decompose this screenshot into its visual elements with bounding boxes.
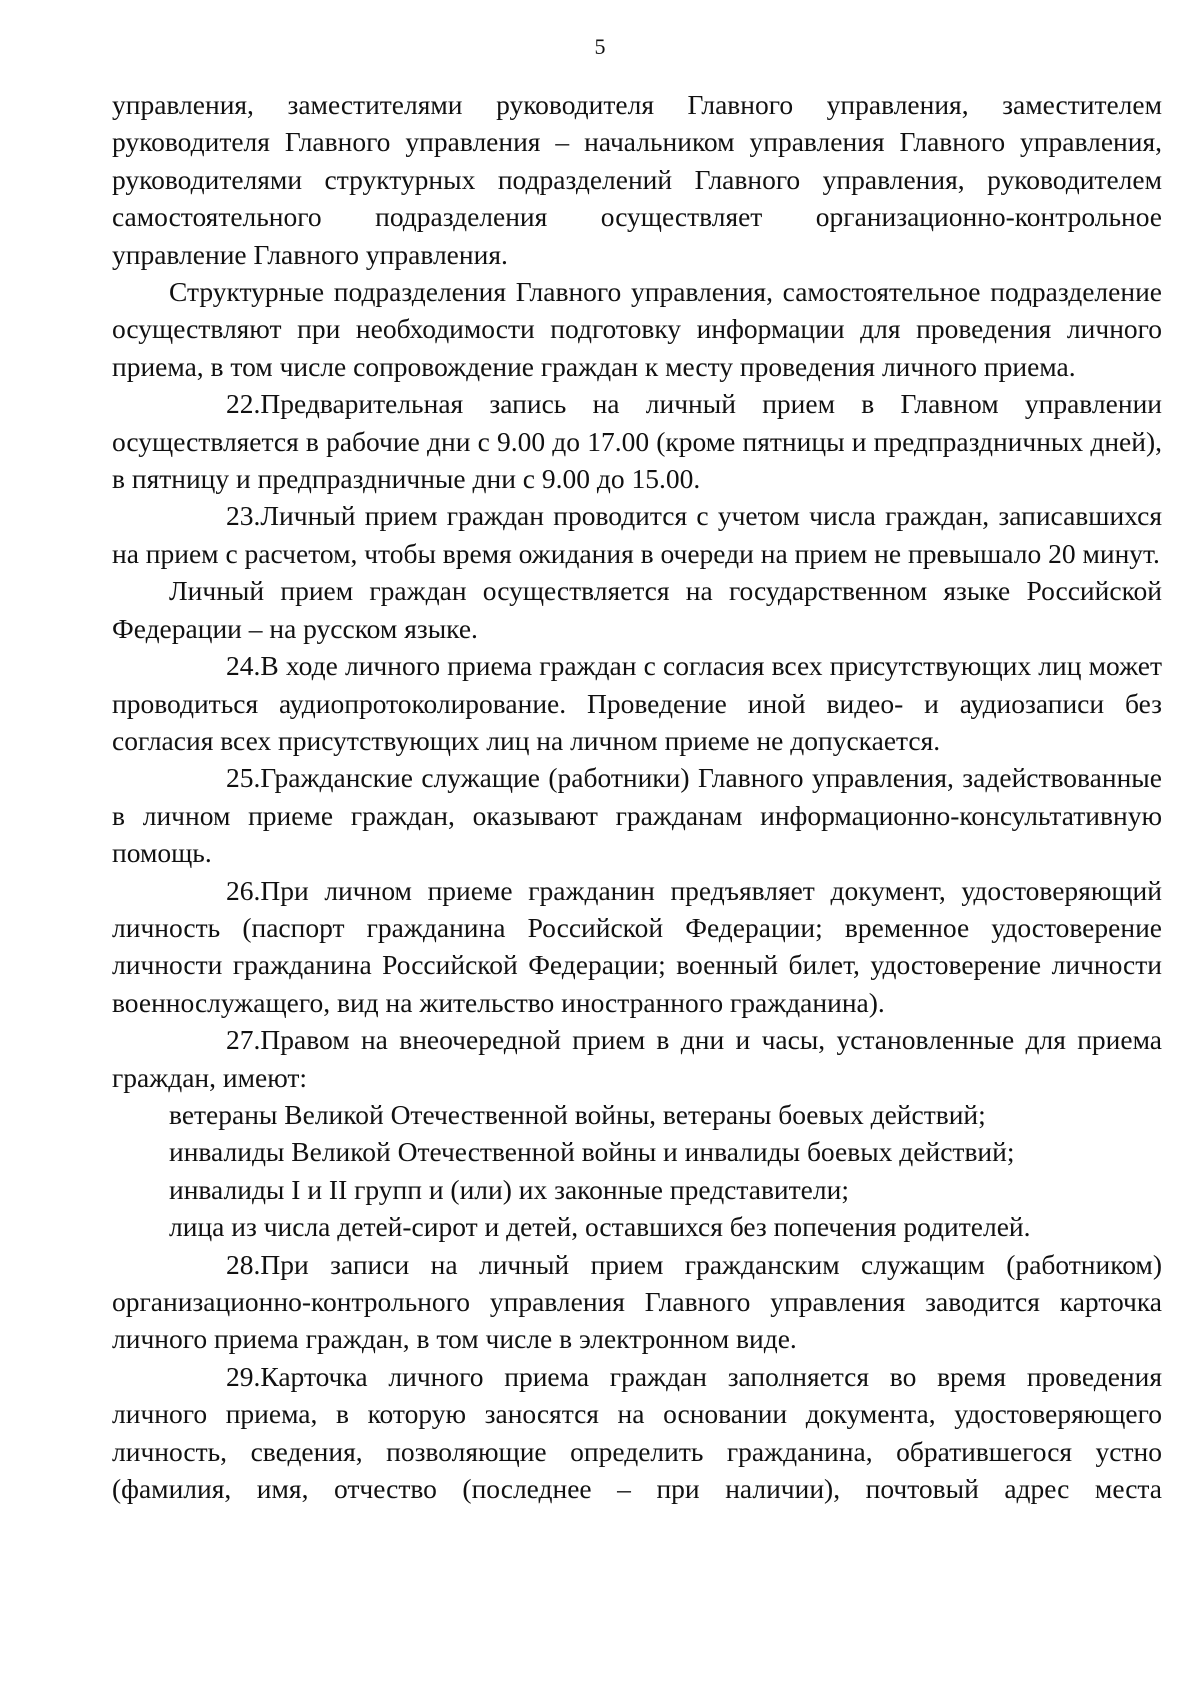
paragraph-number: 26. [226, 874, 261, 906]
paragraph-text: Структурные подразделения Главного управления, самостоятельное подразделение осуществляют при необходимости подготовку информации для проведения личного приема, в том числе сопровождение граждан к месту проведения личного приема. [112, 276, 1162, 382]
paragraph-text: Гражданские служащие (работники) Главного управления, задействованные в личном приеме граждан, оказывают гражданам информационно-консультативную помощь. [112, 762, 1162, 869]
paragraph-text: Правом на внеочередной прием в дни и часы, установленные для приема граждан, имеют: [112, 1024, 1162, 1093]
paragraph-number: 27. [226, 1024, 261, 1056]
paragraph-number: 24. [226, 650, 261, 682]
paragraph-text: Личный прием граждан осуществляется на государственном языке Российской Федерации – на русском языке. [112, 575, 1162, 644]
list-item [112, 1208, 1162, 1245]
numbered-paragraph-25 [112, 759, 1162, 871]
list-item-text: лица из числа детей-сирот и детей, оставшихся без попечения родителей. [169, 1211, 1031, 1243]
paragraph-text: При записи на личный прием гражданским служащим (работником) организационно-контрольного управления Главного управления заводится карточка личного приема граждан, в том числе в электронном виде. [112, 1248, 1162, 1355]
numbered-paragraph-24 [112, 647, 1162, 759]
document-body [112, 86, 1162, 1507]
paragraph-number: 28. [226, 1248, 261, 1280]
paragraph-continuation [112, 86, 1162, 273]
numbered-paragraph-27 [112, 1021, 1162, 1096]
list-item-text: инвалиды Великой Отечественной войны и инвалиды боевых действий; [169, 1136, 1015, 1168]
paragraph-text: В ходе личного приема граждан с согласия всех присутствующих лиц может проводиться аудиопротоколирование. Проведение иной видео- и аудиозаписи без согласия всех присутствующих лиц на личном приеме не допускается. [112, 650, 1162, 756]
paragraph-number: 23. [226, 500, 261, 532]
numbered-paragraph-29 [112, 1358, 1162, 1508]
numbered-paragraph-26 [112, 872, 1162, 1022]
paragraph [112, 273, 1162, 385]
paragraph-number: 22. [226, 388, 261, 420]
paragraph-text: Личный прием граждан проводится с учетом числа граждан, записавшихся на прием с расчетом, чтобы время ожидания в очереди на прием не превышало 20 минут. [112, 500, 1162, 569]
list-item-text: ветераны Великой Отечественной войны, ветераны боевых действий; [169, 1098, 986, 1130]
paragraph-text: Карточка личного приема граждан заполняется во время проведения личного приема, в которую заносятся на основании документа, удостоверяющего личность, сведения, позволяющие определить гражданина, обратившегося устно (фамилия, имя, отчество (последнее – при наличии), почтовый адрес места [112, 1360, 1162, 1505]
paragraph [112, 572, 1162, 647]
paragraph-number: 29. [226, 1360, 261, 1392]
numbered-paragraph-23 [112, 497, 1162, 572]
list-item [112, 1171, 1162, 1208]
paragraph-text: При личном приеме гражданин предъявляет документ, удостоверяющий личность (паспорт гражданина Российской Федерации; временное удостоверение личности гражданина Российской Федерации; военный билет, удостоверение личности военнослужащего, вид на жительство иностранного гражданина). [112, 874, 1162, 1018]
numbered-paragraph-28 [112, 1246, 1162, 1358]
list-item-text: инвалиды I и II групп и (или) их законные представители; [169, 1173, 849, 1205]
paragraph-text: Предварительная запись на личный прием в Главном управлении осуществляется в рабочие дни с 9.00 до 17.00 (кроме пятницы и предпраздничных дней), в пятницу и предпраздничные дни с 9.00 до 15.00. [112, 388, 1162, 495]
list-item [112, 1133, 1162, 1170]
paragraph-text: управления, заместителями руководителя Главного управления, заместителем руководителя Главного управления – начальником управления Главного управления, руководителями структурных подразделений Главного управления, руководителем самостоятельного подразделения осуществляет организационно-контрольное управление Главного управления. [112, 89, 1162, 270]
paragraph-number: 25. [226, 762, 261, 794]
numbered-paragraph-22 [112, 385, 1162, 497]
page-number: 5 [594, 34, 606, 59]
list-item [112, 1096, 1162, 1133]
